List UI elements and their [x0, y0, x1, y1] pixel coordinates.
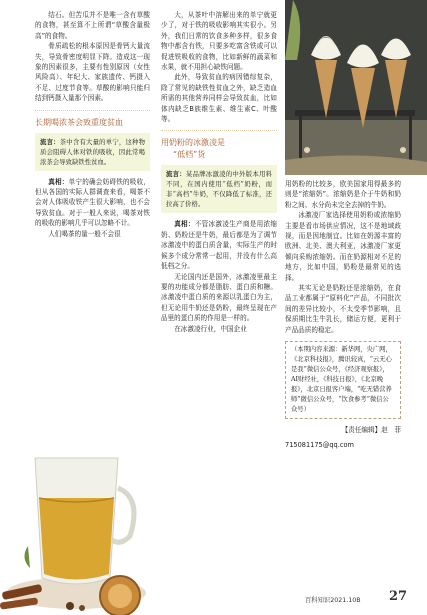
rumor-label: 流言：	[166, 170, 186, 179]
col3-paragraph-2: 冰激凌厂家选择使用奶粉或浓缩奶主要是看市场供应情况，这不是地域歧视，而是因地制宜。比如在奶源丰富的欧洲、北美、澳大利亚，冰激凌厂家更倾向采购浓缩奶。而在奶源相对不足的地方，比如中国，奶粉是最常见的选择。	[285, 211, 401, 282]
section-heading-icecream-line1: 用奶粉的冰激凌是	[161, 138, 225, 148]
col1-paragraph-3: 人们喝茶的量一般不会很	[48, 229, 121, 238]
rumor-callout-icecream	[161, 165, 277, 213]
column-2	[161, 10, 277, 334]
truth-paragraph-tea	[35, 177, 150, 229]
section-divider	[35, 110, 150, 111]
rumor-label: 流言：	[40, 137, 60, 146]
truth-label: 真相：	[174, 220, 195, 229]
rumor-text: 某品牌冰激凌的中外版本用料不同，在国内使用“低档”奶粉，而非“高档”牛奶，不仅降低了标准，还拉高了价格。	[166, 170, 272, 209]
col3-paragraph-3: 其实无论是奶粉还是浓缩奶，在食品工业都属于“原料化”产品，不同批次间的差异比较小，不太受季节影响，且保质期比生牛乳长，储运方便，更利于产品品质的稳定。	[285, 284, 401, 334]
rumor-text: 茶中含有大量的单宁，这种物质会阻碍人体对铁的吸收，因此常喝浓茶会导致缺铁性贫血。	[40, 137, 146, 166]
col3-paragraph-1: 用奶粉的比较多，欧美国家用得最多的则是“浓缩奶”。浓缩奶是介于牛奶和奶粉之间、水分尚未完全去掉的牛奶。	[285, 180, 401, 209]
section-heading-icecream-line2: “低档”货	[173, 150, 206, 160]
sources-box: （本期内容来源：新华网，央广网，《北京科技报》，腾讯较真，“云无心是我”微信公众号，《经济观察报》，AI财经社，《科技日报》，《北京晚报》，北京日报客户端，“吃无错营养师”微信公众号，“饮食参考”微信公众号）	[285, 341, 401, 419]
truth-text: 不管冰激凌生产商是用浓缩奶、奶粉还是牛奶，最后都是为了调节冰激凌中的蛋白质含量，实际生产的时候多个成分常常一起用，并没有什么高低档之分。	[161, 220, 278, 271]
col2-paragraph-2: 此外，导致贫血的病因错综复杂，除了常见的缺铁性贫血之外，缺乏造血所需的其他营养同样会导致贫血，比如体内缺乏B族维生素、维生素C、叶酸等。	[161, 73, 277, 124]
section-heading-tea: 长期喝浓茶会致重度贫血	[35, 117, 123, 127]
page-number: 27	[389, 589, 408, 604]
editor-email: 715081175@qq.com	[285, 440, 354, 449]
section-divider	[161, 130, 277, 131]
rumor-callout-tea	[35, 133, 150, 171]
column-1	[35, 10, 150, 239]
tea-photo	[0, 418, 152, 615]
col1-paragraph-2: 骨质疏松的根本原因是骨钙大量流失，导致骨密度明显下降。造成这一现象的因素很多，主要有性别原因（女性风险高）、年纪大、家族遗传、钙摄入不足、过度节食等。草酸的影响只能归结到钙摄入量那个因素。	[35, 42, 150, 103]
truth-text: 单宁的确会妨碍铁的吸收，但从各国的实际人群调查来看，喝茶不会对人体吸收铁产生很大影响，也不会导致贫血。对于一般人来说，喝茶对铁的吸收的影响几乎可以忽略不计。	[35, 177, 151, 228]
magazine-issue: 百科知识2021.10B	[305, 597, 361, 604]
truth-label: 真相：	[48, 177, 69, 186]
column-3	[285, 179, 401, 450]
editor-credit: 【责任编辑】赵 菲	[341, 426, 401, 435]
col2-paragraph-1: 大，从茶叶中溶解出来的单宁就更少了，对于铁的吸收影响其实很小。另外，我们日常的饮食多种多样，很多食物中都含有铁，只要多吃富含铁或可以促进铁吸收的食物，比如新鲜的蔬菜和水果，就不用担心缺铁问题。	[161, 11, 277, 72]
col1-paragraph-1: 结石。但苦瓜并不是唯一含有草酸的食物，甚至算不上所谓“草酸含量极高”的食物。	[35, 11, 150, 40]
col2-paragraph-3: 无论国内还是国外，冰激凌里最主要的功能成分都是脂肪、蛋白质和糖。冰激凌中蛋白质的来源以乳蛋白为主，但无论用牛奶还是奶粉，最终呈现在产品里的蛋白质的作用是一样的。	[161, 272, 277, 323]
col2-paragraph-4: 在冰激凌行业，中国企业	[174, 324, 247, 333]
ice-cream-photo	[285, 0, 427, 175]
truth-paragraph-icecream	[161, 219, 277, 271]
